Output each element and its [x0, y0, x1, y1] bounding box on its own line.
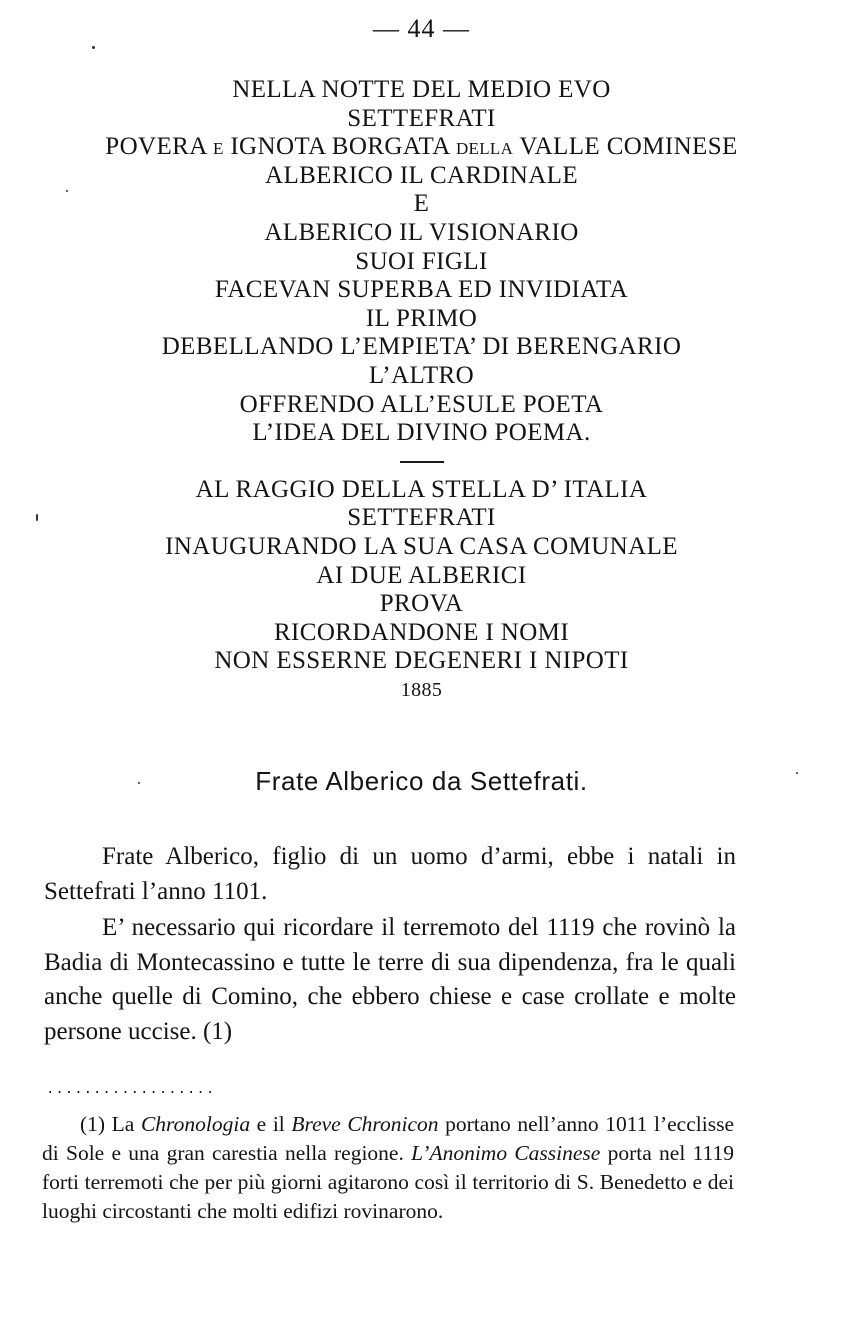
footnote-italic: L’Anonimo Cassinese: [411, 1141, 601, 1165]
inscription-line: SUOI FIGLI: [355, 247, 488, 275]
body-text: [44, 840, 736, 1049]
inscription-line: NON ESSERNE DEGENERI I NIPOTI: [214, 647, 629, 675]
footnote-text: e il: [250, 1112, 292, 1136]
inscription-small-word: DELLA: [455, 139, 514, 159]
inscription-line: SETTEFRATI: [347, 504, 496, 532]
inscription-line: RICORDANDONE I NOMI: [273, 618, 570, 646]
inscription-line: L’IDEA DEL DIVINO POEMA.: [252, 419, 591, 447]
inscription-line: DEBELLANDO L’EMPIETA’ DI BERENGARIO: [161, 333, 682, 361]
section-rule: [400, 461, 444, 463]
footnote-separator: ..................: [46, 1082, 216, 1098]
inscription-line: AI DUE ALBERICI: [316, 561, 527, 589]
inscription-word: POVERA: [105, 133, 207, 161]
ink-speck: [66, 190, 68, 192]
inscription-line: ALBERICO IL CARDINALE: [264, 161, 578, 189]
footnote-text: portano nell’anno 1011 l’ecclisse di Sole e una gran carestia nella regione.: [42, 1112, 734, 1165]
inscription-small-word: E: [212, 139, 224, 159]
footnote-italic: Chronologia: [140, 1112, 251, 1136]
paragraph: Frate Alberico, figlio di un uomo d’armi, ebbe i natali in Settefrati l’anno 1101.: [44, 843, 736, 905]
footnote-paragraph: [42, 1110, 734, 1226]
inscription-line: ALBERICO IL VISIONARIO: [264, 218, 579, 246]
inscription-line: AL RAGGIO DELLA STELLA D’ ITALIA: [195, 475, 648, 503]
inscription-word: VALLE COMINESE: [519, 133, 738, 161]
inscription-line: IL PRIMO: [365, 304, 478, 332]
footnote-italic: Breve Chronicon: [291, 1112, 439, 1136]
paragraph: E’ necessario qui ricordare il terremoto del 1119 che rovinò la Badia di Montecassino e tutte le terre di sua dipendenza, fra le quali anche quelle di Comino, che ebbero chiese e case crollate e molte persone uccise. (1): [44, 914, 736, 1045]
ink-speck: [92, 46, 95, 49]
ink-speck: [796, 772, 798, 774]
inscription-line: INAUGURANDO LA SUA CASA COMUNALE: [165, 532, 678, 560]
inscription-word: IGNOTA BORGATA: [230, 133, 450, 161]
inscription-line: L’ALTRO: [368, 361, 475, 389]
inscription-line: [0, 133, 843, 162]
ink-speck: [36, 514, 38, 521]
footnote-text: (1) La: [80, 1112, 141, 1136]
footnote-text: porta nel 1119 forti terremoti che per più giorni agitarono così il territorio di S. Benedetto e dei luoghi circostanti che molti edifizi rovinarono.: [42, 1141, 734, 1223]
inscription-line: PROVA: [379, 590, 464, 618]
dedication-inscription: [0, 76, 843, 704]
inscription-line: NELLA NOTTE DEL MEDIO EVO: [232, 76, 611, 103]
ink-speck: [138, 782, 140, 784]
page-number: — 44 —: [373, 14, 470, 43]
inscription-year: 1885: [400, 678, 443, 701]
inscription-line: FACEVAN SUPERBA ED INVIDIATA: [214, 276, 629, 304]
inscription-line: OFFRENDO ALL’ESULE POETA: [239, 390, 604, 418]
section-heading: Frate Alberico da Settefrati.: [255, 766, 588, 796]
inscription-line: E: [413, 190, 430, 218]
inscription-line: SETTEFRATI: [347, 104, 496, 132]
footnote: [42, 1110, 734, 1226]
